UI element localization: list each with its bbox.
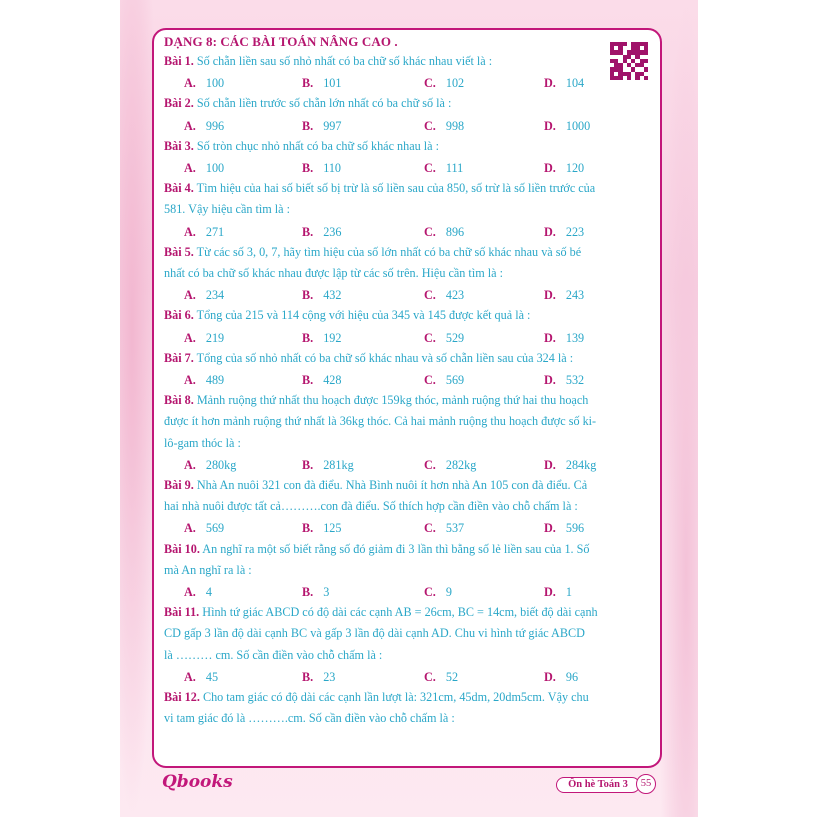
answer-option-a[interactable] (184, 373, 224, 388)
answer-option-a[interactable] (184, 670, 218, 685)
option-letter: D. (544, 373, 556, 387)
option-value: 243 (565, 288, 585, 303)
problem-text: Hình tứ giác ABCD có độ dài các cạnh AB = 26cm, BC = 14cm, biết độ dài cạnh (202, 605, 598, 620)
answer-option-b[interactable] (302, 76, 341, 91)
problem-4-line-2 (164, 202, 290, 217)
problem-2-line-1 (164, 96, 451, 111)
problem-text: Từ các số 3, 0, 7, hãy tìm hiệu của số lớn nhất có ba chữ số khác nhau và số bé (196, 244, 582, 259)
answer-option-b[interactable] (302, 670, 335, 685)
problem-text: Cho tam giác có độ dài các cạnh lần lượt là: 321cm, 45dm, 20dm5cm. Vậy chu (202, 690, 589, 704)
option-value: 104 (565, 76, 585, 91)
answer-options (184, 288, 604, 304)
option-letter: D. (544, 224, 556, 239)
option-value: 219 (205, 330, 225, 345)
option-letter: A. (184, 521, 196, 536)
problem-number: Bài 12. (164, 690, 200, 704)
option-letter: A. (184, 76, 196, 91)
answer-option-a[interactable] (184, 161, 224, 176)
option-value: 998 (445, 118, 465, 133)
answer-options (184, 670, 604, 686)
answer-option-b[interactable] (302, 585, 329, 600)
answer-options (184, 331, 604, 347)
answer-option-d[interactable] (544, 119, 590, 134)
problem-text: An nghĩ ra một số biết rằng số đó giảm đi 3 lần thì bằng số lẻ liền sau của 1. Số (202, 541, 590, 556)
option-letter: A. (184, 373, 196, 387)
answer-option-b[interactable] (302, 288, 341, 303)
answer-option-c[interactable] (424, 331, 464, 346)
answer-option-d[interactable] (544, 161, 584, 176)
answer-option-d[interactable] (544, 76, 584, 91)
option-letter: B. (302, 288, 314, 303)
answer-options (184, 76, 604, 92)
answer-option-d[interactable] (544, 585, 572, 600)
answer-option-c[interactable] (424, 670, 458, 685)
option-value: 1 (565, 585, 572, 599)
option-letter: B. (302, 457, 314, 472)
option-letter: D. (544, 330, 556, 345)
answer-option-a[interactable] (184, 458, 236, 473)
option-letter: C. (424, 669, 436, 684)
option-letter: B. (302, 373, 314, 387)
answer-option-b[interactable] (302, 458, 354, 473)
option-letter: A. (184, 330, 196, 345)
page-number: 55 (636, 774, 656, 794)
answer-option-d[interactable] (544, 225, 584, 240)
option-value: 45 (205, 669, 219, 684)
problem-1-line-1 (164, 54, 492, 69)
answer-option-c[interactable] (424, 225, 464, 240)
problem-number: Bài 1. (164, 54, 194, 68)
problem-11-line-2 (164, 626, 585, 641)
option-letter: B. (302, 521, 314, 536)
problem-8-line-2 (164, 414, 596, 429)
problem-number: Bài 3. (164, 138, 194, 153)
option-letter: A. (184, 288, 196, 303)
option-letter: D. (544, 288, 556, 303)
problem-number: Bài 6. (164, 308, 194, 323)
option-letter: A. (184, 161, 196, 175)
problem-text: CD gấp 3 lần độ dài cạnh BC và gấp 3 lần độ dài cạnh AD. Chu vi hình tứ giác ABCD (164, 626, 585, 641)
problem-text: hai nhà nuôi được tất cả……….con đà điểu. Số thích hợp cần điền vào chỗ chấm là : (164, 499, 578, 514)
option-letter: C. (424, 224, 436, 239)
problem-9-line-2 (164, 499, 578, 514)
option-letter: A. (184, 669, 196, 684)
option-value: 1000 (565, 118, 591, 133)
option-value: 139 (565, 330, 585, 345)
answer-option-d[interactable] (544, 288, 584, 303)
option-value: 192 (323, 330, 342, 345)
answer-option-a[interactable] (184, 521, 224, 536)
section-title: DẠNG 8: CÁC BÀI TOÁN NÂNG CAO . (164, 34, 398, 49)
option-letter: B. (302, 330, 314, 345)
answer-options (184, 225, 604, 241)
answer-option-a[interactable] (184, 76, 224, 91)
problem-text: Số chẵn liền sau số nhỏ nhất có ba chữ số khác nhau viết là : (196, 54, 493, 68)
answer-option-d[interactable] (544, 521, 584, 536)
answer-options (184, 119, 604, 135)
option-letter: A. (184, 585, 196, 599)
problem-4-line-1 (164, 181, 595, 196)
problem-text: được ít hơn mảnh ruộng thứ nhất là 36kg thóc. Cả hai mảnh ruộng thu hoạch được số ki- (164, 414, 597, 429)
answer-option-c[interactable] (424, 161, 463, 176)
option-letter: D. (544, 118, 556, 133)
answer-option-a[interactable] (184, 331, 224, 346)
problem-number: Bài 5. (164, 244, 194, 259)
option-value: 111 (445, 161, 464, 175)
answer-option-c[interactable] (424, 585, 452, 600)
problem-11-line-1 (164, 605, 598, 620)
option-letter: B. (302, 585, 314, 599)
option-value: 96 (565, 669, 579, 684)
answer-option-c[interactable] (424, 76, 464, 91)
option-value: 532 (565, 373, 585, 387)
option-value: 52 (445, 669, 459, 684)
option-letter: C. (424, 288, 436, 303)
problem-12-line-1 (164, 690, 589, 705)
option-value: 569 (445, 373, 465, 387)
answer-option-b[interactable] (302, 373, 341, 388)
problem-number: Bài 10. (164, 541, 200, 556)
answer-option-c[interactable] (424, 288, 464, 303)
option-value: 120 (565, 161, 585, 175)
problem-8-line-3 (164, 436, 241, 451)
option-value: 3 (323, 585, 330, 599)
problem-5-line-1 (164, 245, 581, 260)
answer-options (184, 373, 604, 389)
option-letter: B. (302, 76, 314, 91)
logo-text: Qbooks (162, 772, 233, 792)
option-value: 23 (323, 669, 336, 684)
option-letter: C. (424, 330, 436, 345)
option-value: 125 (323, 521, 342, 536)
answer-option-c[interactable] (424, 458, 476, 473)
problem-11-line-3 (164, 648, 382, 663)
answer-option-b[interactable] (302, 225, 341, 240)
option-value: 101 (323, 76, 342, 91)
answer-options (184, 458, 604, 474)
answer-option-a[interactable] (184, 585, 212, 600)
option-letter: C. (424, 521, 436, 536)
problem-text: 581. Vậy hiệu cần tìm là : (164, 202, 291, 217)
option-letter: D. (544, 521, 556, 536)
option-letter: C. (424, 118, 436, 133)
option-value: 537 (445, 521, 465, 536)
problem-10-line-1 (164, 542, 590, 557)
problem-text: mà An nghĩ ra là : (164, 562, 252, 577)
book-title-badge: Ôn hè Toán 3 (556, 777, 640, 793)
option-value: 234 (205, 288, 225, 303)
answer-option-d[interactable] (544, 373, 584, 388)
problem-6-line-1 (164, 308, 530, 323)
option-letter: D. (544, 76, 556, 91)
answer-option-b[interactable] (302, 331, 341, 346)
option-letter: B. (302, 118, 314, 133)
problem-8-line-1 (164, 393, 588, 408)
problem-text: Tổng của 215 và 114 cộng với hiệu của 345 và 145 được kết quả là : (196, 308, 531, 323)
option-letter: C. (424, 373, 436, 387)
problem-number: Bài 11. (164, 605, 200, 620)
problem-text: Mảnh ruộng thứ nhất thu hoạch được 159kg thóc, mảnh ruộng thứ hai thu hoạch (196, 393, 589, 408)
option-letter: B. (302, 224, 314, 239)
publisher-logo (162, 772, 233, 792)
problem-number: Bài 4. (164, 181, 194, 196)
problem-text: nhất có ba chữ số khác nhau được lập từ các số trên. Hiệu cần tìm là : (164, 266, 503, 280)
answer-option-a[interactable] (184, 119, 224, 134)
option-value: 223 (565, 224, 585, 239)
problem-9-line-1 (164, 478, 587, 493)
problem-text: vi tam giác đó là ……….cm. Số cần điền vào chỗ chấm là : (164, 711, 455, 726)
answer-options (184, 521, 604, 537)
option-letter: B. (302, 161, 314, 175)
problem-text: Tổng của số nhỏ nhất có ba chữ số khác nhau và số chẵn liền sau của 324 là : (196, 350, 574, 365)
qr-code-icon[interactable] (610, 42, 648, 80)
option-value: 102 (445, 76, 465, 91)
problem-12-line-2 (164, 711, 455, 726)
problem-3-line-1 (164, 139, 439, 154)
answer-option-c[interactable] (424, 521, 464, 536)
answer-option-b[interactable] (302, 119, 341, 134)
problem-text: lô-gam thóc là : (164, 435, 241, 450)
option-letter: C. (424, 76, 436, 91)
answer-options (184, 585, 604, 601)
option-value: 529 (445, 330, 465, 345)
problem-text: Số chẵn liền trước số chẵn lớn nhất có ba chữ số là : (196, 96, 452, 111)
answer-option-d[interactable] (544, 331, 584, 346)
option-value: 236 (323, 224, 342, 239)
option-letter: A. (184, 457, 196, 472)
problem-text: là ……… cm. Số cần điền vào chỗ chấm là : (164, 647, 383, 662)
option-value: 896 (445, 224, 465, 239)
problem-text: Tìm hiệu của hai số biết số bị trừ là số liền sau của 850, số trừ là số liền trước của (196, 181, 596, 196)
option-letter: C. (424, 161, 436, 175)
answer-options (184, 161, 604, 177)
option-letter: C. (424, 585, 436, 599)
option-letter: A. (184, 118, 196, 133)
option-letter: D. (544, 161, 556, 175)
answer-option-c[interactable] (424, 373, 464, 388)
option-value: 996 (205, 118, 225, 133)
option-value: 284kg (565, 457, 597, 472)
option-letter: B. (302, 669, 314, 684)
option-value: 569 (205, 521, 225, 536)
problem-10-line-2 (164, 563, 252, 578)
option-value: 489 (205, 373, 225, 387)
option-value: 432 (323, 288, 342, 303)
option-value: 428 (323, 373, 342, 387)
answer-option-b[interactable] (302, 521, 341, 536)
option-value: 281kg (323, 457, 354, 472)
problem-text: Số tròn chục nhỏ nhất có ba chữ số khác nhau là : (196, 138, 440, 153)
problem-number: Bài 8. (164, 393, 194, 408)
option-value: 271 (205, 224, 225, 239)
problem-number: Bài 2. (164, 96, 194, 111)
answer-option-d[interactable] (544, 458, 596, 473)
option-letter: D. (544, 585, 556, 599)
option-value: 110 (323, 161, 342, 175)
decorative-splash-right (658, 0, 698, 817)
answer-option-d[interactable] (544, 670, 578, 685)
problem-number: Bài 9. (164, 478, 194, 492)
answer-option-a[interactable] (184, 225, 224, 240)
option-letter: D. (544, 669, 556, 684)
option-letter: D. (544, 457, 556, 472)
option-value: 280kg (205, 457, 237, 472)
problem-number: Bài 7. (164, 350, 194, 365)
option-value: 4 (205, 585, 212, 599)
option-value: 100 (205, 76, 225, 91)
option-value: 997 (323, 118, 342, 133)
option-letter: C. (424, 457, 436, 472)
option-value: 100 (205, 161, 225, 175)
option-letter: A. (184, 224, 196, 239)
problem-5-line-2 (164, 266, 503, 281)
option-value: 423 (445, 288, 465, 303)
option-value: 282kg (445, 457, 477, 472)
problem-text: Nhà An nuôi 321 con đà điểu. Nhà Bình nuôi ít hơn nhà An 105 con đà điểu. Cả (196, 478, 588, 492)
problem-7-line-1 (164, 351, 573, 366)
answer-option-c[interactable] (424, 119, 464, 134)
option-value: 596 (565, 521, 585, 536)
answer-option-a[interactable] (184, 288, 224, 303)
option-value: 9 (445, 585, 452, 599)
answer-option-b[interactable] (302, 161, 341, 176)
